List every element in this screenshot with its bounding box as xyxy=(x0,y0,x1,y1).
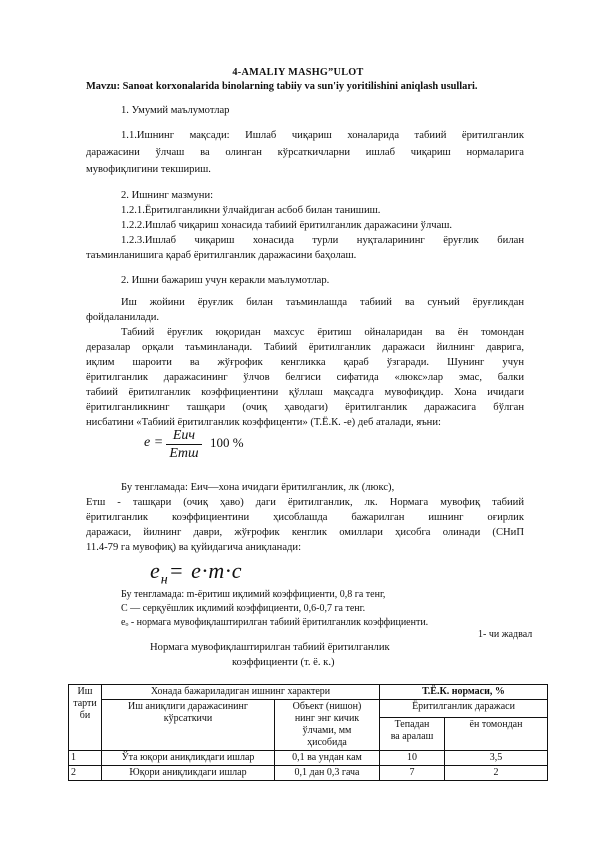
formula-factor: 100 % xyxy=(210,435,244,450)
formula-lhs: е = xyxy=(144,435,164,450)
table-header-accuracy xyxy=(102,700,275,751)
header-text: Иш xyxy=(77,686,93,697)
table-caption: коэффициенти (т. ё. к.) xyxy=(232,657,335,668)
header-text: ва аралаш xyxy=(390,731,434,743)
cell-num: 1 xyxy=(69,751,102,766)
cell-desc: Юқори аниқликдаги ишлар xyxy=(102,766,275,781)
cell-top: 10 xyxy=(380,751,445,766)
paragraph: ёритилганликнинг ташқари (очиқ ҳаводаги) ёритилганлик даражасига бўлган xyxy=(86,402,524,413)
table-header-top xyxy=(380,718,445,751)
header-text: нинг энг кичик xyxy=(294,713,360,724)
table-header-side: ён томондан xyxy=(445,718,548,751)
header-text: тарти xyxy=(73,698,97,709)
formula2-rhs: = е·m·c xyxy=(168,558,243,583)
cell-num: 2 xyxy=(69,766,102,781)
paragraph: деразалар орқали таъминланади. Табиий ёритилганлик даражаси йилнинг даврига, xyxy=(86,342,524,353)
topic-line: Mavzu: Sanoat korxonalarida binolarning tabiiy va sun'iy yoritilishini aniqlash usullari. xyxy=(86,81,478,92)
paragraph: Етш - ташқари (очиқ ҳаво) даги ёритилганлик, лк. Нормага мувофиқ табиий xyxy=(86,497,524,508)
header-text: ўлчами, мм xyxy=(302,725,352,736)
cell-size: 0,1 ва ундан кам xyxy=(275,751,380,766)
paragraph: eₒ - нормага мувофиқлаштирилган табиий ёритилганлик коэффициенти. xyxy=(121,617,429,628)
formula-denominator: Етш xyxy=(169,446,199,461)
cell-desc: Ўта юқори аниқликдаги ишлар xyxy=(102,751,275,766)
table-caption: Нормага мувофиқлаштирилган табиий ёритилганлик xyxy=(150,642,390,653)
paragraph: Табиий ёруғлик юқоридан махсус ёритиш ойналаридан ва ён томондан xyxy=(121,327,524,338)
header-text: Иш аниқлиги даражасининг xyxy=(128,701,248,712)
paragraph: фойдаланилади. xyxy=(86,312,160,323)
paragraph: иқлим шароити ва жўғрофик кенгликка қараб ўзгаради. Шунинг учун xyxy=(86,357,524,368)
formula-numerator: Еич xyxy=(172,428,196,443)
formula-normalized xyxy=(150,558,242,588)
list-item: 1.2.1.Ёритилганликни ўлчайдиган асбоб билан танишиш. xyxy=(121,205,381,216)
section-heading-data: 2. Ишни бажариш учун керакли маълумотлар. xyxy=(121,275,330,286)
list-item: 1.2.2.Ишлаб чиқариш хонасида табиий ёритилганлик даражасини ўлчаш. xyxy=(121,220,453,231)
table-row xyxy=(69,766,548,781)
cell-size: 0,1 дан 0,3 гача xyxy=(275,766,380,781)
header-text: Объект (нишон) xyxy=(292,701,362,712)
cell-side: 3,5 xyxy=(445,751,548,766)
paragraph: С — серқуёшлик иқлимий коэффициенти, 0,6-0,7 га тенг. xyxy=(121,603,366,614)
header-text: Тепадан xyxy=(394,719,430,731)
formula2-lhs: е xyxy=(150,558,161,583)
paragraph: Бу тенгламада: Еич—хона ичидаги ёритилганлик, лк (люкс), xyxy=(121,482,395,493)
paragraph-goal: даражасини ўлчаш ва олинган кўрсаткичларни ишлаб чиқариш нормаларига xyxy=(86,147,524,158)
paragraph: 11.4-79 га мувофиқ) ва қуйидагича аниқланади: xyxy=(86,542,302,553)
paragraph: даражаси, йилнинг даври, жўғрофик кенглик омиллари ҳисобга олинади (СНиП xyxy=(86,527,524,538)
table-reference: 1- чи жадвал xyxy=(478,629,533,640)
paragraph: табиий ёритилганлик коэффициентини қўллаш мақсадга мувофиқдир. Хона ичидаги xyxy=(86,387,524,398)
list-item: таъминланишига қараб ёритилганлик даражасини баҳолаш. xyxy=(86,250,357,261)
paragraph: ёритилганлик даражасининг ўлчов белгиси сифатида «люкс»лар эмас, балки xyxy=(86,372,524,383)
table-header-room: Хонада бажариладиган ишнинг характери xyxy=(102,685,380,700)
cell-side: 2 xyxy=(445,766,548,781)
formula2-sub: н xyxy=(160,572,169,588)
paragraph: ёритилганлик коэффициентини ҳисоблашда бажарилган ишнинг оғирлик xyxy=(86,512,524,523)
header-text: кўрсаткичи xyxy=(163,713,213,724)
page-title: 4-AMALIY MASHG”ULOT xyxy=(232,67,364,78)
table-header-object xyxy=(275,700,380,751)
formula-fraction xyxy=(166,427,202,462)
paragraph: Бу тенгламада: m-ёритиш иқлимий коэффициенти, 0,8 га тенг, xyxy=(121,589,386,600)
header-text: би xyxy=(79,710,91,721)
section-heading-content: 2. Ишнинг мазмуни: xyxy=(121,190,214,201)
paragraph: Иш жойини ёруғлик билан таъминлашда табиий ва сунъий ёруғликдан xyxy=(121,297,524,308)
norms-table xyxy=(68,684,548,781)
header-text: ҳисобида xyxy=(307,737,347,748)
paragraph: нисбатини «Табиий ёритилганлик коэффиценти» (Т.Ё.К. -е) деб аталади, яъни: xyxy=(86,417,441,428)
table-header-num xyxy=(69,685,102,751)
table-row xyxy=(69,751,548,766)
section-heading-general: 1. Умумий маълумотлар xyxy=(121,105,230,116)
list-item: 1.2.3.Ишлаб чиқариш хонасида турли нуқталарининг ёруғлик билан xyxy=(121,235,524,246)
paragraph-goal: 1.1.Ишнинг мақсади: Ишлаб чиқариш хоналарида табиий ёритилганлик xyxy=(121,130,524,141)
cell-top: 7 xyxy=(380,766,445,781)
paragraph-goal: мувофиқлигини текшириш. xyxy=(86,164,211,175)
table-header-lit: Ёритилганлик даражаси xyxy=(380,700,548,718)
table-header-norm: Т.Ё.К. нормаси, % xyxy=(380,685,548,700)
